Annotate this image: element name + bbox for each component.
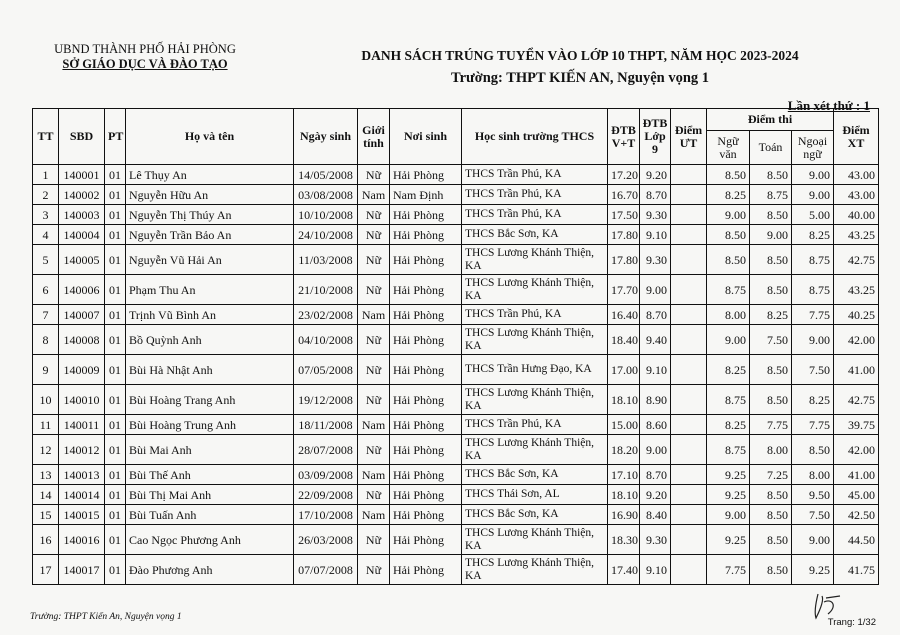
cell-gender: Nữ (358, 225, 390, 245)
cell-toan: 8.50 (750, 245, 792, 275)
cell-tt: 4 (33, 225, 59, 245)
cell-birthplace: Hải Phòng (390, 465, 462, 485)
cell-school: THCS Lương Khánh Thiện, KA (462, 245, 608, 275)
cell-dtb-l9: 9.20 (640, 165, 671, 185)
cell-school: THCS Bắc Sơn, KA (462, 505, 608, 525)
table-row (33, 485, 879, 505)
cell-sbd: 140016 (59, 525, 105, 555)
cell-ngu-van: 7.75 (707, 555, 750, 585)
document-subtitle: Trường: THPT KIẾN AN, Nguyện vọng 1 (450, 70, 710, 86)
table-row (33, 435, 879, 465)
cell-diem-ut (671, 355, 707, 385)
cell-school: THCS Trần Phú, KA (462, 185, 608, 205)
cell-gender: Nam (358, 415, 390, 435)
cell-sbd: 140014 (59, 485, 105, 505)
cell-dtb-l9: 8.40 (640, 505, 671, 525)
cell-ngoai-ngu: 7.50 (792, 355, 834, 385)
col-dtb-l9: ĐTB Lớp 9 (640, 109, 671, 165)
cell-name: Bùi Tuấn Anh (126, 505, 294, 525)
cell-ngoai-ngu: 9.00 (792, 325, 834, 355)
table-row (33, 185, 879, 205)
cell-sbd: 140007 (59, 305, 105, 325)
document-title-block (300, 48, 860, 87)
cell-dtb-l9: 9.20 (640, 485, 671, 505)
cell-ngoai-ngu: 8.00 (792, 465, 834, 485)
cell-name: Nguyễn Trần Bảo An (126, 225, 294, 245)
cell-dtb-l9: 9.00 (640, 275, 671, 305)
cell-pt: 01 (105, 165, 126, 185)
cell-toan: 8.50 (750, 525, 792, 555)
cell-gender: Nữ (358, 555, 390, 585)
cell-name: Trịnh Vũ Bình An (126, 305, 294, 325)
cell-dtb-vt: 17.50 (608, 205, 640, 225)
cell-school: THCS Trần Hưng Đạo, KA (462, 355, 608, 385)
cell-school: THCS Lương Khánh Thiện, KA (462, 525, 608, 555)
cell-diem-xt: 42.50 (834, 505, 879, 525)
cell-toan: 8.50 (750, 165, 792, 185)
cell-tt: 17 (33, 555, 59, 585)
cell-dob: 21/10/2008 (294, 275, 358, 305)
cell-toan: 8.50 (750, 275, 792, 305)
cell-birthplace: Hải Phòng (390, 355, 462, 385)
cell-ngu-van: 8.75 (707, 435, 750, 465)
cell-tt: 7 (33, 305, 59, 325)
cell-dob: 10/10/2008 (294, 205, 358, 225)
cell-birthplace: Hải Phòng (390, 555, 462, 585)
cell-school: THCS Lương Khánh Thiện, KA (462, 435, 608, 465)
cell-diem-xt: 42.00 (834, 325, 879, 355)
cell-ngoai-ngu: 8.75 (792, 275, 834, 305)
cell-name: Bùi Mai Anh (126, 435, 294, 465)
cell-school: THCS Lương Khánh Thiện, KA (462, 275, 608, 305)
cell-diem-ut (671, 505, 707, 525)
cell-tt: 15 (33, 505, 59, 525)
col-tt: TT (33, 109, 59, 165)
cell-gender: Nam (358, 305, 390, 325)
cell-pt: 01 (105, 275, 126, 305)
cell-diem-ut (671, 435, 707, 465)
table-row (33, 225, 879, 245)
cell-birthplace: Hải Phòng (390, 225, 462, 245)
cell-toan: 7.25 (750, 465, 792, 485)
cell-diem-xt: 41.00 (834, 355, 879, 385)
cell-toan: 8.50 (750, 485, 792, 505)
cell-dob: 28/07/2008 (294, 435, 358, 465)
cell-tt: 14 (33, 485, 59, 505)
cell-birthplace: Hải Phòng (390, 205, 462, 225)
cell-dtb-l9: 9.10 (640, 355, 671, 385)
cell-gender: Nữ (358, 165, 390, 185)
cell-birthplace: Nam Định (390, 185, 462, 205)
cell-gender: Nữ (358, 485, 390, 505)
cell-ngu-van: 8.25 (707, 415, 750, 435)
cell-ngu-van: 8.50 (707, 165, 750, 185)
col-dtb-vt: ĐTB V+T (608, 109, 640, 165)
col-diem-thi: Điểm thi (707, 109, 834, 131)
cell-ngu-van: 8.75 (707, 275, 750, 305)
table-row (33, 205, 879, 225)
cell-sbd: 140005 (59, 245, 105, 275)
cell-dtb-vt: 16.90 (608, 505, 640, 525)
cell-gender: Nữ (358, 355, 390, 385)
cell-diem-xt: 42.75 (834, 385, 879, 415)
cell-birthplace: Hải Phòng (390, 385, 462, 415)
cell-birthplace: Hải Phòng (390, 435, 462, 465)
cell-dob: 03/08/2008 (294, 185, 358, 205)
cell-birthplace: Hải Phòng (390, 245, 462, 275)
cell-diem-ut (671, 415, 707, 435)
cell-dtb-vt: 18.30 (608, 525, 640, 555)
col-ngoai-ngu: Ngoại ngữ (792, 131, 834, 165)
cell-tt: 8 (33, 325, 59, 355)
col-birthplace: Nơi sinh (390, 109, 462, 165)
issuer-block (40, 42, 250, 72)
col-name: Họ và tên (126, 109, 294, 165)
cell-tt: 13 (33, 465, 59, 485)
table-row (33, 555, 879, 585)
cell-toan: 8.00 (750, 435, 792, 465)
cell-diem-xt: 41.75 (834, 555, 879, 585)
cell-ngoai-ngu: 9.50 (792, 485, 834, 505)
cell-pt: 01 (105, 435, 126, 465)
col-pt: PT (105, 109, 126, 165)
col-toan: Toán (750, 131, 792, 165)
cell-sbd: 140017 (59, 555, 105, 585)
cell-sbd: 140009 (59, 355, 105, 385)
cell-gender: Nữ (358, 275, 390, 305)
admission-table (32, 108, 879, 585)
cell-diem-ut (671, 555, 707, 585)
cell-ngu-van: 9.25 (707, 465, 750, 485)
cell-ngoai-ngu: 8.75 (792, 245, 834, 275)
cell-ngu-van: 8.50 (707, 225, 750, 245)
cell-pt: 01 (105, 415, 126, 435)
cell-birthplace: Hải Phòng (390, 485, 462, 505)
cell-school: THCS Bắc Sơn, KA (462, 225, 608, 245)
cell-name: Bùi Hoàng Trung Anh (126, 415, 294, 435)
cell-ngu-van: 8.25 (707, 185, 750, 205)
cell-school: THCS Lương Khánh Thiện, KA (462, 555, 608, 585)
col-sbd: SBD (59, 109, 105, 165)
cell-sbd: 140015 (59, 505, 105, 525)
cell-gender: Nam (358, 185, 390, 205)
cell-gender: Nữ (358, 205, 390, 225)
cell-sbd: 140003 (59, 205, 105, 225)
cell-dtb-l9: 9.00 (640, 435, 671, 465)
cell-ngoai-ngu: 8.25 (792, 225, 834, 245)
cell-dtb-vt: 17.40 (608, 555, 640, 585)
col-ngu-van: Ngữ văn (707, 131, 750, 165)
cell-dob: 03/09/2008 (294, 465, 358, 485)
cell-toan: 8.50 (750, 385, 792, 415)
footer-note: Trường: THPT Kiến An, Nguyện vọng 1 (30, 612, 182, 622)
cell-pt: 01 (105, 305, 126, 325)
cell-school: THCS Trần Phú, KA (462, 415, 608, 435)
cell-ngoai-ngu: 9.25 (792, 555, 834, 585)
cell-ngu-van: 9.00 (707, 205, 750, 225)
cell-ngu-van: 9.00 (707, 505, 750, 525)
document-title: DANH SÁCH TRÚNG TUYỂN VÀO LỚP 10 THPT, NĂM HỌC 2023-2024 (361, 48, 799, 63)
cell-dtb-l9: 9.40 (640, 325, 671, 355)
table-row (33, 505, 879, 525)
table-row (33, 355, 879, 385)
cell-toan: 8.50 (750, 355, 792, 385)
cell-school: THCS Trần Phú, KA (462, 205, 608, 225)
cell-name: Bùi Hà Nhật Anh (126, 355, 294, 385)
cell-pt: 01 (105, 245, 126, 275)
cell-diem-ut (671, 485, 707, 505)
cell-diem-ut (671, 465, 707, 485)
cell-gender: Nữ (358, 325, 390, 355)
cell-name: Nguyễn Hữu An (126, 185, 294, 205)
cell-dtb-vt: 18.20 (608, 435, 640, 465)
table-row (33, 275, 879, 305)
cell-ngu-van: 8.75 (707, 385, 750, 415)
cell-ngu-van: 9.25 (707, 525, 750, 555)
col-diem-ut: Điểm ƯT (671, 109, 707, 165)
cell-diem-ut (671, 275, 707, 305)
cell-diem-xt: 43.25 (834, 275, 879, 305)
cell-birthplace: Hải Phòng (390, 415, 462, 435)
cell-sbd: 140012 (59, 435, 105, 465)
cell-tt: 11 (33, 415, 59, 435)
issuer-department: SỞ GIÁO DỤC VÀ ĐÀO TẠO (62, 57, 228, 71)
cell-dob: 07/07/2008 (294, 555, 358, 585)
cell-dob: 26/03/2008 (294, 525, 358, 555)
cell-ngoai-ngu: 7.75 (792, 305, 834, 325)
cell-dob: 23/02/2008 (294, 305, 358, 325)
cell-name: Phạm Thu An (126, 275, 294, 305)
cell-pt: 01 (105, 385, 126, 415)
cell-dob: 14/05/2008 (294, 165, 358, 185)
col-gender: Giới tính (358, 109, 390, 165)
cell-birthplace: Hải Phòng (390, 525, 462, 555)
cell-diem-xt: 42.75 (834, 245, 879, 275)
cell-dtb-vt: 18.10 (608, 385, 640, 415)
cell-diem-ut (671, 245, 707, 275)
page-number: Trang: 1/32 (827, 617, 876, 628)
cell-birthplace: Hải Phòng (390, 505, 462, 525)
cell-diem-xt: 40.25 (834, 305, 879, 325)
cell-toan: 8.75 (750, 185, 792, 205)
cell-dob: 24/10/2008 (294, 225, 358, 245)
cell-dtb-l9: 8.70 (640, 185, 671, 205)
cell-dtb-vt: 16.70 (608, 185, 640, 205)
cell-diem-ut (671, 525, 707, 555)
cell-ngu-van: 8.00 (707, 305, 750, 325)
cell-diem-ut (671, 205, 707, 225)
cell-pt: 01 (105, 355, 126, 385)
cell-toan: 8.50 (750, 505, 792, 525)
cell-dob: 04/10/2008 (294, 325, 358, 355)
cell-sbd: 140001 (59, 165, 105, 185)
table-row (33, 165, 879, 185)
cell-pt: 01 (105, 555, 126, 585)
cell-sbd: 140013 (59, 465, 105, 485)
table-row (33, 415, 879, 435)
cell-pt: 01 (105, 185, 126, 205)
cell-birthplace: Hải Phòng (390, 275, 462, 305)
cell-name: Đào Phương Anh (126, 555, 294, 585)
cell-pt: 01 (105, 465, 126, 485)
cell-tt: 3 (33, 205, 59, 225)
cell-ngu-van: 8.50 (707, 245, 750, 275)
cell-diem-xt: 42.00 (834, 435, 879, 465)
cell-tt: 6 (33, 275, 59, 305)
cell-tt: 16 (33, 525, 59, 555)
cell-diem-xt: 39.75 (834, 415, 879, 435)
cell-sbd: 140011 (59, 415, 105, 435)
cell-birthplace: Hải Phòng (390, 165, 462, 185)
cell-name: Nguyễn Thị Thúy An (126, 205, 294, 225)
cell-school: THCS Lương Khánh Thiện, KA (462, 325, 608, 355)
cell-diem-xt: 43.00 (834, 185, 879, 205)
cell-sbd: 140004 (59, 225, 105, 245)
cell-dob: 19/12/2008 (294, 385, 358, 415)
cell-sbd: 140010 (59, 385, 105, 415)
cell-gender: Nam (358, 465, 390, 485)
cell-dtb-l9: 9.30 (640, 525, 671, 555)
cell-name: Nguyễn Vũ Hải An (126, 245, 294, 275)
cell-ngu-van: 9.25 (707, 485, 750, 505)
col-diem-xt: Điểm XT (834, 109, 879, 165)
cell-pt: 01 (105, 205, 126, 225)
table-row (33, 385, 879, 415)
cell-diem-ut (671, 225, 707, 245)
cell-dtb-l9: 9.10 (640, 555, 671, 585)
cell-dtb-l9: 9.10 (640, 225, 671, 245)
table-body (33, 165, 879, 585)
cell-gender: Nữ (358, 245, 390, 275)
cell-toan: 7.75 (750, 415, 792, 435)
cell-dtb-vt: 16.40 (608, 305, 640, 325)
cell-dob: 18/11/2008 (294, 415, 358, 435)
cell-name: Bùi Thế Anh (126, 465, 294, 485)
cell-dtb-vt: 18.40 (608, 325, 640, 355)
cell-ngu-van: 8.25 (707, 355, 750, 385)
cell-gender: Nam (358, 505, 390, 525)
cell-dtb-vt: 17.00 (608, 355, 640, 385)
cell-gender: Nữ (358, 385, 390, 415)
cell-diem-xt: 40.00 (834, 205, 879, 225)
cell-diem-xt: 43.00 (834, 165, 879, 185)
cell-ngoai-ngu: 5.00 (792, 205, 834, 225)
cell-tt: 10 (33, 385, 59, 415)
cell-ngoai-ngu: 8.25 (792, 385, 834, 415)
cell-diem-xt: 43.25 (834, 225, 879, 245)
table-row (33, 325, 879, 355)
cell-tt: 1 (33, 165, 59, 185)
cell-sbd: 140002 (59, 185, 105, 205)
cell-birthplace: Hải Phòng (390, 325, 462, 355)
cell-sbd: 140006 (59, 275, 105, 305)
cell-dtb-l9: 9.30 (640, 205, 671, 225)
cell-tt: 9 (33, 355, 59, 385)
cell-ngoai-ngu: 9.00 (792, 525, 834, 555)
cell-name: Bùi Thị Mai Anh (126, 485, 294, 505)
cell-ngoai-ngu: 7.50 (792, 505, 834, 525)
cell-ngoai-ngu: 8.50 (792, 435, 834, 465)
cell-tt: 12 (33, 435, 59, 465)
cell-name: Bồ Quỳnh Anh (126, 325, 294, 355)
col-school: Học sinh trường THCS (462, 109, 608, 165)
cell-toan: 8.50 (750, 205, 792, 225)
table-row (33, 305, 879, 325)
cell-dtb-vt: 17.20 (608, 165, 640, 185)
cell-tt: 5 (33, 245, 59, 275)
cell-dtb-vt: 17.10 (608, 465, 640, 485)
cell-ngoai-ngu: 7.75 (792, 415, 834, 435)
cell-dtb-l9: 8.70 (640, 305, 671, 325)
review-round: Lần xét thứ : 1 (787, 98, 870, 113)
cell-diem-xt: 45.00 (834, 485, 879, 505)
cell-toan: 9.00 (750, 225, 792, 245)
table-row (33, 525, 879, 555)
cell-birthplace: Hải Phòng (390, 305, 462, 325)
cell-pt: 01 (105, 485, 126, 505)
cell-name: Cao Ngọc Phương Anh (126, 525, 294, 555)
cell-school: THCS Trần Phú, KA (462, 305, 608, 325)
cell-ngoai-ngu: 9.00 (792, 185, 834, 205)
cell-pt: 01 (105, 225, 126, 245)
cell-toan: 8.50 (750, 555, 792, 585)
cell-diem-ut (671, 305, 707, 325)
cell-diem-ut (671, 185, 707, 205)
cell-ngu-van: 9.00 (707, 325, 750, 355)
cell-gender: Nữ (358, 435, 390, 465)
cell-dob: 11/03/2008 (294, 245, 358, 275)
cell-toan: 8.25 (750, 305, 792, 325)
cell-name: Bùi Hoàng Trang Anh (126, 385, 294, 415)
cell-sbd: 140008 (59, 325, 105, 355)
cell-diem-ut (671, 385, 707, 415)
cell-dtb-vt: 17.70 (608, 275, 640, 305)
cell-school: THCS Lương Khánh Thiện, KA (462, 385, 608, 415)
cell-dtb-l9: 8.70 (640, 465, 671, 485)
cell-dtb-vt: 15.00 (608, 415, 640, 435)
cell-gender: Nữ (358, 525, 390, 555)
cell-school: THCS Thái Sơn, AL (462, 485, 608, 505)
cell-dob: 22/09/2008 (294, 485, 358, 505)
cell-name: Lê Thụy An (126, 165, 294, 185)
cell-school: THCS Trần Phú, KA (462, 165, 608, 185)
cell-dob: 17/10/2008 (294, 505, 358, 525)
cell-toan: 7.50 (750, 325, 792, 355)
cell-dtb-vt: 17.80 (608, 225, 640, 245)
cell-dob: 07/05/2008 (294, 355, 358, 385)
cell-dtb-vt: 18.10 (608, 485, 640, 505)
cell-dtb-l9: 8.90 (640, 385, 671, 415)
cell-tt: 2 (33, 185, 59, 205)
cell-diem-ut (671, 325, 707, 355)
cell-ngoai-ngu: 9.00 (792, 165, 834, 185)
issuer-city: UBND THÀNH PHỐ HẢI PHÒNG (54, 42, 236, 56)
cell-pt: 01 (105, 525, 126, 555)
cell-dtb-vt: 17.80 (608, 245, 640, 275)
cell-pt: 01 (105, 505, 126, 525)
cell-diem-xt: 44.50 (834, 525, 879, 555)
cell-pt: 01 (105, 325, 126, 355)
cell-diem-ut (671, 165, 707, 185)
cell-school: THCS Bắc Sơn, KA (462, 465, 608, 485)
cell-dtb-l9: 9.30 (640, 245, 671, 275)
col-dob: Ngày sinh (294, 109, 358, 165)
table-row (33, 245, 879, 275)
cell-dtb-l9: 8.60 (640, 415, 671, 435)
cell-diem-xt: 41.00 (834, 465, 879, 485)
table-row (33, 465, 879, 485)
